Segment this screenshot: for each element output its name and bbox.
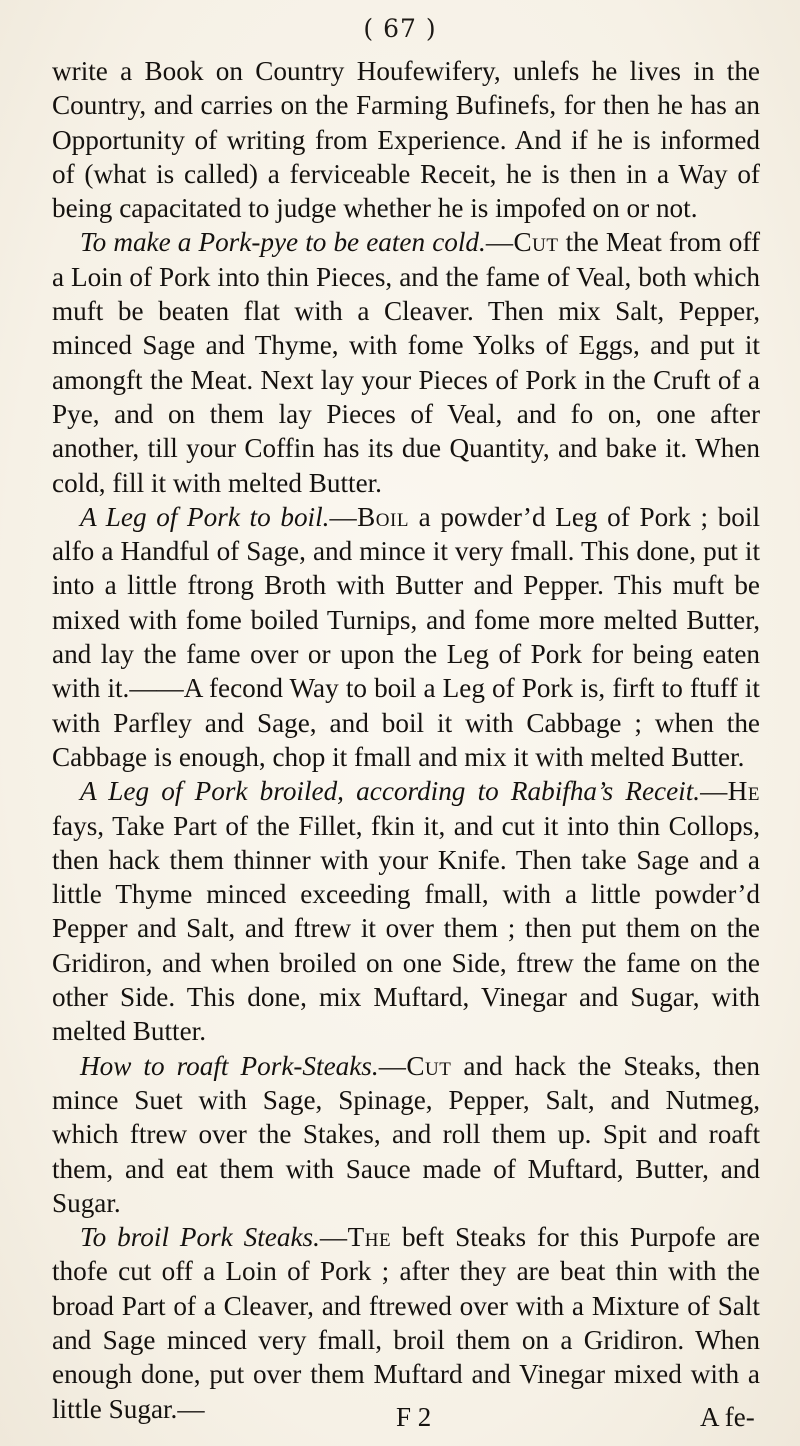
paragraph-text: fays, Take Part of the Fillet, fkin it, and cut it into thin Collops, then hack them thinner with your Knife. Then take Sage and a little Thyme minced exceeding fmall, with a little powder’d Pepper and Salt, and ftrew it over them ; then put them on the Gridiron, and when broiled on one Side, ftrew the fame on the other Side. This done, mix Muftard, Vinegar and Sugar, with melted Butter.	[52, 810, 760, 1047]
paragraph-pork-pye	[52, 225, 760, 499]
recipe-lead-word: —He	[700, 776, 760, 807]
recipe-heading: To make a Pork-pye to be eaten cold.	[80, 227, 486, 258]
paragraph-continuation	[52, 54, 760, 225]
body-text	[52, 54, 760, 1426]
recipe-lead-word: —Cut	[378, 1050, 452, 1081]
paragraph-roast-steaks	[52, 1049, 760, 1220]
paragraph-text: and hack the Steaks, then mince Suet with Sage, Spinage, Pepper, Salt, and Nutmeg, which ftrew over the Stakes, and roll them up. Spit and roaft them, and eat them with Sauce made of Muftard, Butter, and Sugar.	[52, 1050, 760, 1218]
paragraph-text: write a Book on Country Houfewifery, unlefs he lives in the Country, and carries on the Farming Bufinefs, for then he has an Opportunity of writing from Experience. And if he is informed of (what is called) a ferviceable Receit, he is then in a Way of being capacitated to judge whether he is impofed on or not.	[52, 56, 760, 224]
recipe-heading: A Leg of Pork broiled, according to Rabifha’s Receit.	[80, 776, 701, 807]
recipe-heading: To broil Pork Steaks.	[80, 1222, 320, 1253]
paragraph-leg-boil	[52, 500, 760, 774]
recipe-heading: How to roaft Pork-Steaks.	[80, 1050, 379, 1081]
catchword: A fe-	[700, 1402, 755, 1432]
paragraph-text: beft Steaks for this Purpofe are thofe cut off a Loin of Pork ; after they are beat thin with the broad Part of a Cleaver, and ftrewed over with a Mixture of Salt and Sage minced very fmall, broil them on a Gridiron. When enough done, put over them Muftard and Vinegar mixed with a little Sugar.—	[52, 1222, 761, 1424]
recipe-lead-word: —Cut	[485, 227, 559, 258]
signature-mark: F 2	[396, 1402, 432, 1432]
page-footer	[0, 1402, 800, 1438]
paragraph-broil-steaks	[52, 1220, 760, 1426]
recipe-lead-word: —Boil	[329, 501, 409, 532]
recipe-heading: A Leg of Pork to boil.	[80, 501, 330, 532]
recipe-lead-word: —The	[319, 1222, 392, 1253]
paragraph-leg-broiled	[52, 774, 760, 1048]
paragraph-text: the Meat from off a Loin of Pork into thin Pieces, and the fame of Veal, both which muft be beaten flat with a Cleaver. Then mix Salt, Pepper, minced Sage and Thyme, with fome Yolks of Eggs, and put it amongft the Meat. Next lay your Pieces of Pork in the Cruft of a Pye, and on them lay Pieces of Veal, and fo on, one after another, till your Coffin has its due Quantity, and bake it. When cold, fill it with melted Butter.	[52, 227, 761, 498]
page-number: ( 67 )	[363, 14, 437, 43]
paragraph-text: a powder’d Leg of Pork ; boil alfo a Handful of Sage, and mince it very fmall. This done, put it into a little ftrong Broth with Butter and Pepper. This muft be mixed with fome boiled Turnips, and fome more melted Butter, and lay the fame over or upon the Leg of Pork for being eaten with it.——A fecond Way to boil a Leg of Pork is, firft to ftuff it with Parfley and Sage, and boil it with Cabbage ; when the Cabbage is enough, chop it fmall and mix it with melted Butter.	[52, 501, 760, 772]
